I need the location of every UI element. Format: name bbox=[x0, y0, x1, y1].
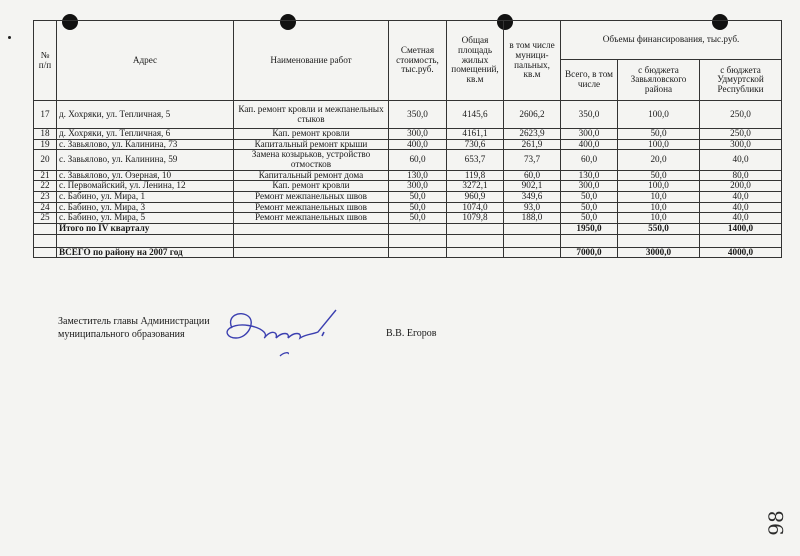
cell-municipal: 2606,2 bbox=[504, 101, 561, 129]
cell-area: 653,7 bbox=[447, 150, 504, 170]
table-row bbox=[34, 101, 782, 129]
signer-name: В.В. Егоров bbox=[386, 328, 437, 339]
table-row bbox=[34, 213, 782, 224]
cell-address: д. Хохряки, ул. Тепличная, 6 bbox=[57, 129, 234, 140]
cell-num bbox=[34, 223, 57, 234]
cell-total: 350,0 bbox=[561, 101, 618, 129]
cell-cost: 60,0 bbox=[389, 150, 447, 170]
cell-work bbox=[234, 247, 389, 258]
cell-area bbox=[447, 247, 504, 258]
cell-republic: 250,0 bbox=[700, 129, 782, 140]
cell-cost: 50,0 bbox=[389, 202, 447, 213]
cell-republic: 80,0 bbox=[700, 170, 782, 181]
header-work: Наименование работ bbox=[234, 21, 389, 101]
cell-municipal: 349,6 bbox=[504, 191, 561, 202]
grand-total-district: 3000,0 bbox=[618, 247, 700, 258]
cell-num: 23 bbox=[34, 191, 57, 202]
cell-address: с. Бабино, ул. Мира, 3 bbox=[57, 202, 234, 213]
cell-total: 50,0 bbox=[561, 202, 618, 213]
cell-district: 100,0 bbox=[618, 139, 700, 150]
cell-work: Кап. ремонт кровли и межпанельных стыков bbox=[234, 101, 389, 129]
cell-total: 130,0 bbox=[561, 170, 618, 181]
cell-address: с. Завьялово, ул. Калинина, 73 bbox=[57, 139, 234, 150]
cell-num: 18 bbox=[34, 129, 57, 140]
cell-address: с. Первомайский, ул. Ленина, 12 bbox=[57, 181, 234, 192]
cell-district: 50,0 bbox=[618, 170, 700, 181]
cell-num: 20 bbox=[34, 150, 57, 170]
header-republic: с бюджета Удмуртской Республики bbox=[700, 60, 782, 101]
cell-republic: 250,0 bbox=[700, 101, 782, 129]
cell-municipal bbox=[504, 223, 561, 234]
cell-area: 1074,0 bbox=[447, 202, 504, 213]
cell-work: Замена козырьков, устройство отмостков bbox=[234, 150, 389, 170]
cell-work: Капитальный ремонт дома bbox=[234, 170, 389, 181]
cell-work: Кап. ремонт кровли bbox=[234, 181, 389, 192]
cell-num: 25 bbox=[34, 213, 57, 224]
cell-address: с. Завьялово, ул. Озерная, 10 bbox=[57, 170, 234, 181]
cell-district: 100,0 bbox=[618, 181, 700, 192]
signatory-title bbox=[58, 316, 210, 341]
cell-num bbox=[34, 247, 57, 258]
handwritten-signature bbox=[218, 302, 358, 362]
header-area: Общая площадь жилых помещений, кв.м bbox=[447, 21, 504, 101]
quarter-total-label: Итого по IV кварталу bbox=[57, 223, 234, 234]
quarter-total-district: 550,0 bbox=[618, 223, 700, 234]
funding-table bbox=[33, 20, 782, 258]
header-funding: Объемы финансирования, тыс.руб. bbox=[561, 21, 782, 60]
cell-municipal: 2623,9 bbox=[504, 129, 561, 140]
signatory-title-line1: Заместитель главы Администрации bbox=[58, 316, 210, 327]
grand-total-label: ВСЕГО по району на 2007 год bbox=[57, 247, 234, 258]
scan-speck bbox=[8, 36, 11, 39]
table-row bbox=[34, 129, 782, 140]
cell-total: 60,0 bbox=[561, 150, 618, 170]
header-cost: Сметная стоимость, тыс.руб. bbox=[389, 21, 447, 101]
cell-address: с. Бабино, ул. Мира, 1 bbox=[57, 191, 234, 202]
header-total: Всего, в том числе bbox=[561, 60, 618, 101]
cell-total: 300,0 bbox=[561, 181, 618, 192]
cell-cost: 50,0 bbox=[389, 191, 447, 202]
cell-cost bbox=[389, 247, 447, 258]
header-num: № п/п bbox=[34, 21, 57, 101]
cell-num: 19 bbox=[34, 139, 57, 150]
cell-area: 3272,1 bbox=[447, 181, 504, 192]
cell-total: 400,0 bbox=[561, 139, 618, 150]
cell-num: 24 bbox=[34, 202, 57, 213]
cell-municipal: 902,1 bbox=[504, 181, 561, 192]
cell-republic: 40,0 bbox=[700, 191, 782, 202]
cell-work: Кап. ремонт кровли bbox=[234, 129, 389, 140]
cell-republic: 40,0 bbox=[700, 213, 782, 224]
quarter-total-total: 1950,0 bbox=[561, 223, 618, 234]
header-municipal: в том числе муници-пальных, кв.м bbox=[504, 21, 561, 101]
cell-municipal: 93,0 bbox=[504, 202, 561, 213]
cell-cost: 400,0 bbox=[389, 139, 447, 150]
cell-area: 730,6 bbox=[447, 139, 504, 150]
cell-republic: 300,0 bbox=[700, 139, 782, 150]
cell-num: 17 bbox=[34, 101, 57, 129]
cell-municipal: 261,9 bbox=[504, 139, 561, 150]
cell-num: 22 bbox=[34, 181, 57, 192]
header-district: с бюджета Завьяловского района bbox=[618, 60, 700, 101]
cell-district: 10,0 bbox=[618, 213, 700, 224]
cell-municipal: 60,0 bbox=[504, 170, 561, 181]
cell-address: с. Бабино, ул. Мира, 5 bbox=[57, 213, 234, 224]
table-row bbox=[34, 139, 782, 150]
handwritten-page-number bbox=[762, 500, 792, 546]
cell-work: Капитальный ремонт крыши bbox=[234, 139, 389, 150]
cell-area: 4145,6 bbox=[447, 101, 504, 129]
cell-cost: 300,0 bbox=[389, 181, 447, 192]
cell-area: 4161,1 bbox=[447, 129, 504, 140]
cell-republic: 40,0 bbox=[700, 202, 782, 213]
cell-work bbox=[234, 223, 389, 234]
cell-cost: 350,0 bbox=[389, 101, 447, 129]
cell-area: 119,8 bbox=[447, 170, 504, 181]
cell-address: с. Завьялово, ул. Калинина, 59 bbox=[57, 150, 234, 170]
cell-total: 300,0 bbox=[561, 129, 618, 140]
grand-total-republic: 4000,0 bbox=[700, 247, 782, 258]
cell-republic: 40,0 bbox=[700, 150, 782, 170]
table-row bbox=[34, 150, 782, 170]
cell-district: 100,0 bbox=[618, 101, 700, 129]
cell-cost: 300,0 bbox=[389, 129, 447, 140]
table-row bbox=[34, 202, 782, 213]
cell-work: Ремонт межпанельных швов bbox=[234, 213, 389, 224]
signatory-title-line2: муниципального образования bbox=[58, 328, 185, 340]
cell-district: 10,0 bbox=[618, 191, 700, 202]
cell-area: 960,9 bbox=[447, 191, 504, 202]
cell-municipal: 188,0 bbox=[504, 213, 561, 224]
quarter-total-republic: 1400,0 bbox=[700, 223, 782, 234]
cell-republic: 200,0 bbox=[700, 181, 782, 192]
cell-cost: 130,0 bbox=[389, 170, 447, 181]
blank-row bbox=[34, 234, 782, 247]
cell-area: 1079,8 bbox=[447, 213, 504, 224]
cell-district: 20,0 bbox=[618, 150, 700, 170]
cell-district: 10,0 bbox=[618, 202, 700, 213]
cell-district: 50,0 bbox=[618, 129, 700, 140]
cell-cost bbox=[389, 223, 447, 234]
cell-work: Ремонт межпанельных швов bbox=[234, 202, 389, 213]
table-row bbox=[34, 181, 782, 192]
quarter-total-row bbox=[34, 223, 782, 234]
page-number-text: 98 bbox=[764, 510, 788, 536]
cell-num: 21 bbox=[34, 170, 57, 181]
cell-area bbox=[447, 223, 504, 234]
table-row bbox=[34, 191, 782, 202]
cell-total: 50,0 bbox=[561, 191, 618, 202]
grand-total-row bbox=[34, 247, 782, 258]
table-row bbox=[34, 170, 782, 181]
cell-cost: 50,0 bbox=[389, 213, 447, 224]
cell-address: д. Хохряки, ул. Тепличная, 5 bbox=[57, 101, 234, 129]
cell-municipal: 73,7 bbox=[504, 150, 561, 170]
cell-municipal bbox=[504, 247, 561, 258]
cell-work: Ремонт межпанельных швов bbox=[234, 191, 389, 202]
grand-total-total: 7000,0 bbox=[561, 247, 618, 258]
cell-total: 50,0 bbox=[561, 213, 618, 224]
header-address: Адрес bbox=[57, 21, 234, 101]
